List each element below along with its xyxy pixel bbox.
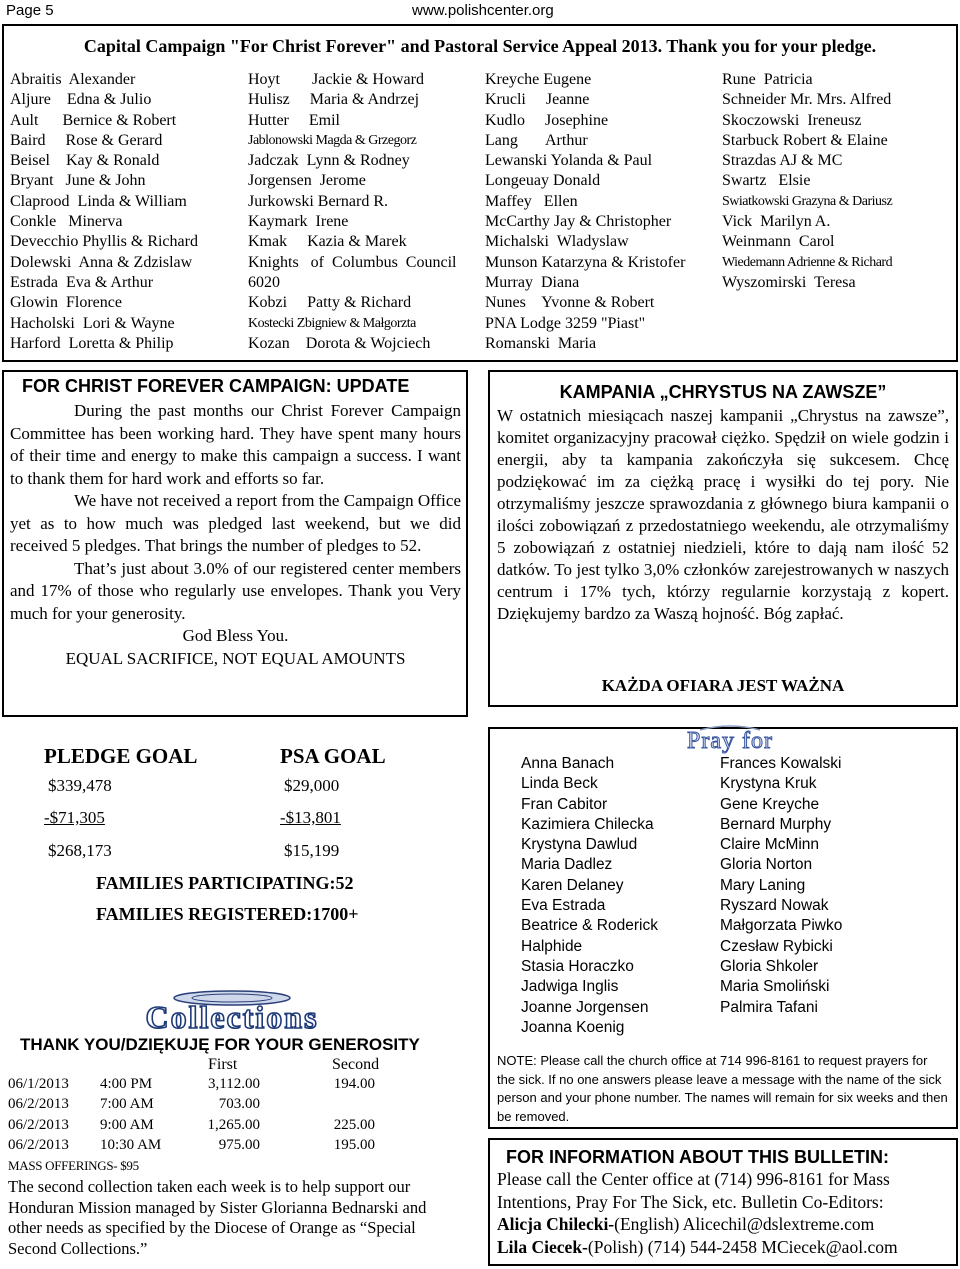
update-en-title: FOR CHRIST FOREVER CAMPAIGN: UPDATE	[22, 376, 410, 396]
donor-entry: Longeuay Donald	[485, 172, 601, 190]
donors-title: Capital Campaign "For Christ Forever" and Pastoral Service Appeal 2013. Thank you for your pledge.	[83, 36, 877, 56]
pray-name: Maria Dadlez	[521, 856, 613, 874]
collection-second: 195.00	[333, 1136, 375, 1153]
donor-entry: Bryant June & John	[10, 172, 146, 190]
donor-entry: Hulisz Maria & Andrzej	[248, 91, 420, 109]
update-en-slogan: EQUAL SACRIFICE, NOT EQUAL AMOUNTS	[65, 648, 406, 668]
donor-entry: Glowin Florence	[10, 294, 122, 312]
collections-logo-text: Collections	[145, 999, 319, 1032]
pray-name: Maria Smoliński	[720, 978, 830, 996]
update-pl-body: W ostatnich miesiącach naszej kampanii „Chrystus na zawsze”, komitet organizacyjny pracował ciężko. Spędził on wiele godzin i energii, aby ta kampania zakończyła się sukcesem. Chcę podziękować im za ciężką pracę i wysiłki do tej pory. Nie otrzymaliśmy jeszcze sprawozdania z głównego biura kampanii o ilości zobowiązań z przedostatniego weekendu, ale otrzymaliśmy 5 zobowiązań z ostatniej niedzieli, które to dają nam ilość 52 datków. To jest tylko 3,0% członków zarejestrowanych w naszych centrum i 17% tych, którzy regularnie korzystają z kopert. Dziękujemy bardzo za Waszą hojność. Bóg zapłać.	[497, 406, 949, 623]
website-url[interactable]: www.polishcenter.org	[412, 2, 554, 19]
info-title: FOR INFORMATION ABOUT THIS BULLETIN:	[506, 1147, 889, 1167]
pray-name: Kazimiera Chilecka	[521, 815, 654, 833]
pray-name: Krystyna Dawlud	[521, 836, 638, 854]
pray-name: Gloria Norton	[720, 856, 813, 874]
pray-name: Małgorzata Piwko	[720, 917, 843, 935]
collections-title: THANK YOU/DZIĘKUJĘ FOR YOUR GENEROSITY	[20, 1035, 420, 1054]
update-en-body	[10, 400, 461, 670]
donor-entry: Nunes Yvonne & Robert	[485, 294, 655, 312]
pray-name: Czesław Rybicki	[720, 937, 833, 955]
pledge-goal-label: PLEDGE GOAL	[44, 744, 198, 768]
collections-logo	[112, 990, 352, 1032]
donor-entry: Hutter Emil	[248, 111, 340, 129]
info-text: Please call the Center office at (714) 996-8161 for Mass Intentions, Pray For The Sick, etc. Bulletin Co-Editors:	[497, 1169, 890, 1212]
collection-date: 06/2/2013	[8, 1096, 69, 1113]
donor-entry: Hacholski Lori & Wayne	[10, 314, 175, 332]
donor-entry: Hoyt Jackie & Howard	[248, 71, 424, 88]
mass-offerings: MASS OFFERINGS- $95	[8, 1158, 139, 1173]
psa-goal-value: $29,000	[284, 776, 340, 795]
collection-date: 06/2/2013	[8, 1116, 69, 1133]
update-en-p3: That’s just about 3.0% of our registered center members and 17% of those who regularly use envelopes. Thank you Very much for your generosity.	[10, 558, 461, 623]
pray-name: Mary Laning	[720, 876, 806, 894]
editor1-contact[interactable]: (English) Alicechil@dslextreme.com	[614, 1214, 875, 1234]
pray-name: Gloria Shkoler	[720, 957, 819, 975]
pray-name: Claire McMinn	[720, 836, 820, 854]
collection-first: 3,112.00	[208, 1076, 260, 1092]
psa-remaining: $15,199	[284, 841, 340, 860]
update-en-p1: During the past months our Christ Forever Campaign Committee has been working hard. They have spent many hours of their time and energy to make this campaign a success. I want to thank them for hard work and efforts so far.	[10, 401, 461, 488]
donor-entry: Rune Patricia	[722, 71, 813, 88]
pray-name: Palmira Tafani	[720, 998, 818, 1016]
update-en-p2: We have not received a report from the Campaign Office yet as to how much was pledged last weekend, but we did received 5 pledges. That brings the number of pledges to 52.	[10, 491, 461, 555]
donor-entry: Strazdas AJ & MC	[722, 152, 843, 170]
families-participating: FAMILIES PARTICIPATING:52	[96, 873, 354, 893]
collections-col-first: First	[208, 1056, 238, 1073]
donor-entry: Beisel Kay & Ronald	[10, 152, 160, 170]
pray-name: Krystyna Kruk	[720, 775, 817, 793]
pray-name: Anna Banach	[521, 755, 615, 772]
donor-entry: Kudlo Josephine	[485, 111, 609, 129]
donor-entry: Kmak Kazia & Marek	[248, 233, 407, 251]
donor-entry: Kozan Dorota & Wojciech	[248, 334, 431, 352]
collection-time: 7:00 AM	[100, 1096, 154, 1113]
pray-for-logo	[660, 724, 800, 756]
donor-entry: PNA Lodge 3259 "Piast"	[485, 314, 646, 332]
editor2-name: Lila Ciecek-	[497, 1236, 588, 1257]
collection-date: 06/2/2013	[8, 1136, 69, 1153]
donor-entry: Jablonowski Magda & Grzegorz	[248, 132, 417, 148]
donor-entry: 6020	[248, 273, 280, 291]
donor-entry: Devecchio Phyllis & Richard	[10, 233, 198, 251]
donor-entry: Swiatkowski Grazyna & Dariusz	[722, 193, 893, 209]
donor-entry: Harford Loretta & Philip	[10, 334, 174, 352]
update-en-blessing: God Bless You.	[182, 626, 289, 645]
pray-name: Gene Kreyche	[720, 795, 820, 813]
update-pl-title: KAMPANIA „CHRYSTUS NA ZAWSZE”	[559, 382, 887, 402]
pledge-remaining: $268,173	[48, 841, 112, 860]
info-body	[497, 1168, 951, 1258]
donor-entry: Wyszomirski Teresa	[722, 273, 856, 291]
pray-name: Joanna Koenig	[521, 1018, 625, 1036]
pray-name: Joanne Jorgensen	[521, 998, 649, 1016]
collection-time: 9:00 AM	[100, 1116, 154, 1133]
collection-time: 10:30 AM	[100, 1136, 162, 1153]
donor-entry: Conkle Minerva	[10, 213, 123, 231]
pray-name: Linda Beck	[521, 775, 598, 793]
pledge-goal-value: $339,478	[48, 776, 112, 795]
donor-entry: Dolewski Anna & Zdzislaw	[10, 253, 193, 271]
collection-first: 703.00	[218, 1096, 260, 1113]
donor-entry: Jadczak Lynn & Rodney	[248, 152, 410, 170]
pray-name: Jadwiga Inglis	[521, 978, 619, 996]
donors-column-2	[248, 70, 456, 354]
psa-received: -$13,801	[280, 808, 341, 827]
donor-entry: Swartz Elsie	[722, 172, 811, 190]
donors-column-4	[722, 70, 892, 293]
pray-list-left	[521, 754, 658, 1038]
donor-entry: Kreyche Eugene	[485, 71, 592, 88]
donor-entry: Estrada Eva & Arthur	[10, 273, 154, 291]
donors-column-3	[485, 70, 685, 354]
collection-second: 225.00	[333, 1116, 375, 1133]
donors-column-1	[10, 70, 198, 354]
donor-entry: Schneider Mr. Mrs. Alfred	[722, 91, 892, 109]
donor-entry: Jurkowski Bernard R.	[248, 192, 388, 210]
donor-entry: Michalski Wladyslaw	[485, 233, 629, 251]
collection-first: 1,265.00	[207, 1116, 260, 1133]
editor1-name: Alicja Chilecki-	[497, 1214, 615, 1234]
donor-entry: Kaymark Irene	[248, 213, 349, 231]
donor-entry: Claprood Linda & William	[10, 192, 187, 210]
page-number: Page 5	[6, 2, 54, 19]
donor-entry: McCarthy Jay & Christopher	[485, 213, 672, 231]
donor-entry: Abraitis Alexander	[10, 71, 136, 88]
donor-entry: Kostecki Zbigniew & Małgorzta	[248, 315, 416, 331]
donor-entry: Lewanski Yolanda & Paul	[485, 152, 653, 170]
donor-entry: Jorgensen Jerome	[248, 172, 366, 190]
collection-first: 975.00	[218, 1136, 260, 1153]
donor-entry: Vick Marilyn A.	[722, 213, 831, 231]
update-pl-slogan: KAŻDA OFIARA JEST WAŻNA	[601, 676, 845, 695]
donor-entry: Maffey Ellen	[485, 192, 578, 210]
donor-entry: Kobzi Patty & Richard	[248, 294, 412, 312]
pray-list-right	[720, 754, 842, 1018]
pray-name: Fran Cabitor	[521, 795, 608, 813]
families-registered: FAMILIES REGISTERED:1700+	[96, 904, 359, 924]
donor-entry: Baird Rose & Gerard	[10, 131, 163, 149]
psa-goal-label: PSA GOAL	[280, 744, 386, 768]
pray-name: Ryszard Nowak	[720, 897, 829, 915]
pray-for-logo-text: Pray for	[687, 728, 773, 754]
donor-entry: Wiedemann Adrienne & Richard	[722, 254, 893, 270]
second-collection-note: The second collection taken each week is to help support our Honduran Mission managed by Sister Glorianna Bednarski and other needs as specified by the Diocese of Orange as “Special Second Collections.”	[8, 1177, 427, 1258]
donor-entry: Munson Katarzyna & Kristofer	[485, 253, 686, 271]
collection-date: 06/1/2013	[8, 1076, 69, 1092]
donor-entry: Romanski Maria	[485, 334, 597, 352]
donor-entry: Aljure Edna & Julio	[10, 91, 152, 109]
pray-name: Karen Delaney	[521, 876, 624, 894]
donor-entry: Knights of Columbus Council	[248, 253, 457, 271]
pray-name: Stasia Horaczko	[521, 957, 634, 975]
donor-entry: Skoczowski Ireneusz	[722, 111, 862, 129]
pray-name: Halphide	[521, 937, 583, 955]
collections-col-second: Second	[332, 1056, 380, 1073]
pray-note: NOTE: Please call the church office at 714 996-8161 to request prayers for the sick. If no one answers please leave a message with the name of the sick person and your phone number. The names will remain for six weeks and then be removed.	[497, 1053, 948, 1124]
collection-time: 4:00 PM	[100, 1076, 153, 1092]
pray-name: Beatrice & Roderick	[521, 917, 658, 935]
donor-entry: Weinmann Carol	[722, 233, 835, 251]
donor-entry: Murray Diana	[485, 273, 580, 291]
pray-name: Frances Kowalski	[720, 755, 842, 772]
donor-entry: Ault Bernice & Robert	[10, 111, 177, 129]
donor-entry: Lang Arthur	[485, 131, 588, 149]
pray-name: Eva Estrada	[521, 897, 606, 915]
collection-second: 194.00	[333, 1076, 375, 1092]
editor2-contact[interactable]: (Polish) (714) 544-2458 MCiecek@aol.com	[587, 1236, 898, 1257]
pray-name: Bernard Murphy	[720, 815, 832, 833]
donor-entry: Krucli Jeanne	[485, 91, 590, 109]
pledge-received: -$71,305	[44, 808, 105, 827]
donor-entry: Starbuck Robert & Elaine	[722, 131, 888, 149]
